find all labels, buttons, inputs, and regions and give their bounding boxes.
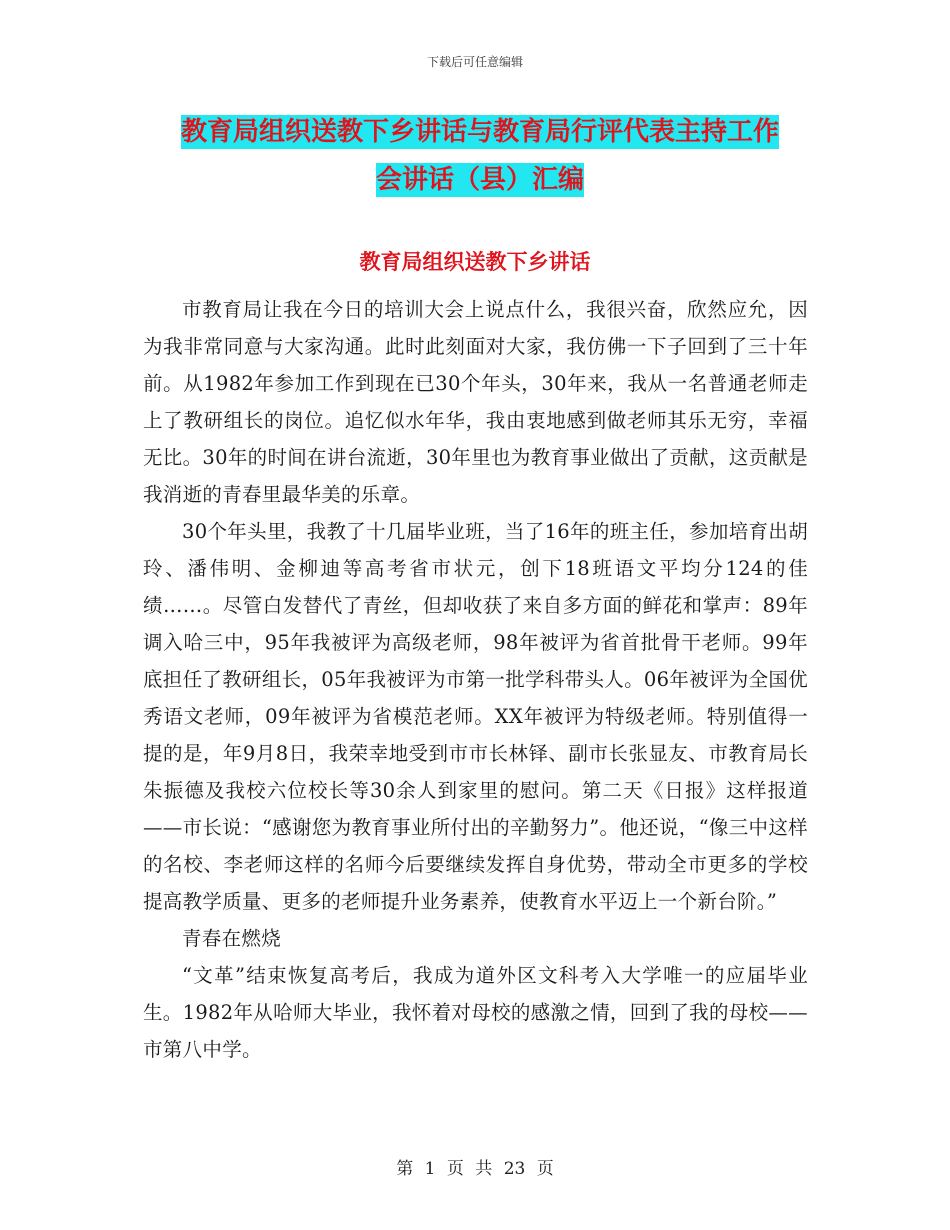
- title-line-1: 教育局组织送教下乡讲话与教育局行评代表主持工作: [180, 117, 779, 147]
- section-title: 教育局组织送教下乡讲话: [359, 250, 591, 274]
- paragraph: 30个年头里，我教了十几届毕业班，当了16年的班主任，参加培育出胡玲、潘伟明、金柳迪等高考省市状元，创下18班语文平均分124的佳绩……。尽管白发替代了青丝，但却收获了来自多方面的鲜花和掌声：89年调入哈三中，95年我被评为高级老师，98年被评为省首批骨干老师。99年底担任了教研组长，05年我被评为市第一批学科带头人。06年被评为全国优秀语文老师，09年被评为省模范老师。XX年被评为特级老师。特别值得一提的是，年9月8日，我荣幸地受到市市长林铎、副市长张显友、市教育局长朱振德及我校六位校长等30余人到家里的慰问。第二天《日报》这样报道——市长说：“感谢您为教育事业所付出的辛勤努力”。他还说，“像三中这样的名校、李老师这样的名师今后要继续发挥自身优势，带动全市更多的学校提高教学质量、更多的老师提升业务素养，使教育水平迈上一个新台阶。”: [143, 520, 808, 913]
- paragraph: “文革”结束恢复高考后，我成为道外区文科考入大学唯一的应届毕业生。1982年从哈师大毕业，我怀着对母校的感激之情，回到了我的母校——市第八中学。: [143, 964, 808, 1061]
- page-footer: 第 1 页 共 23 页: [396, 1159, 554, 1179]
- document-title: [150, 108, 810, 204]
- body-text: [143, 291, 808, 1068]
- paragraph: 青春在燃烧: [182, 927, 282, 950]
- paragraph: 市教育局让我在今日的培训大会上说点什么，我很兴奋，欣然应允，因为我非常同意与大家沟通。此时此刻面对大家，我仿佛一下子回到了三十年前。从1982年参加工作到现在已30个年头，30年来，我从一名普通老师走上了教研组长的岗位。追忆似水年华，我由衷地感到做老师其乐无穷，幸福无比。30年的时间在讲台流逝，30年里也为教育事业做出了贡献，这贡献是我消逝的青春里最华美的乐章。: [143, 298, 808, 506]
- title-line-2: 会讲话（县）汇编: [375, 165, 584, 195]
- header-note: 下载后可任意编辑: [426, 55, 523, 69]
